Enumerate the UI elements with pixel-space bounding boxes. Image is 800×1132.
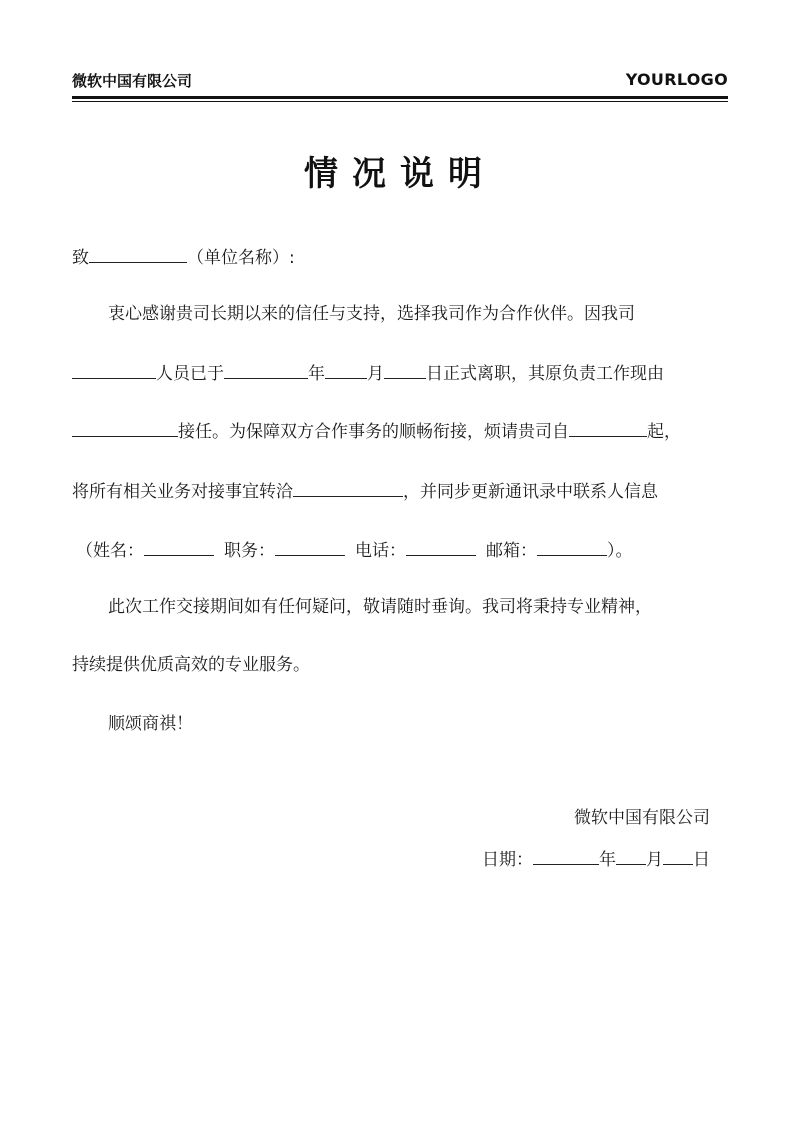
effective-date-blank[interactable] (569, 418, 647, 437)
greeting-line (72, 244, 710, 270)
body-line-2-a: 人员已于 (156, 364, 224, 384)
contact-person-blank[interactable] (293, 478, 403, 497)
signature-date-line (482, 846, 710, 872)
body-line-6: 此次工作交接期间如有任何疑问，敬请随时垂询。我司将秉持专业精神， (108, 597, 652, 617)
body-line-5-c: 电话： (355, 541, 406, 561)
body-line-3-b: 起， (647, 422, 681, 442)
document-title: 情况说明 (304, 154, 496, 194)
header-company-name: 微软中国有限公司 (72, 72, 193, 90)
body-line-7: 持续提供优质高效的专业服务。 (72, 655, 310, 675)
leave-year-blank[interactable] (224, 360, 308, 379)
leave-day-blank[interactable] (384, 360, 426, 379)
header-logo-text: YOURLOGO (625, 70, 728, 89)
body-line-3 (72, 418, 710, 444)
body-line-1: 衷心感谢贵司长期以来的信任与支持，选择我司作为合作伙伴。因我司 (108, 304, 635, 324)
header-divider-thin (72, 101, 728, 102)
recipient-blank[interactable] (89, 244, 187, 263)
date-month-label: 月 (646, 850, 663, 870)
contact-phone-blank[interactable] (406, 537, 476, 556)
body-line-5-b: 职务： (224, 541, 275, 561)
header-divider-thick (72, 96, 728, 99)
greeting-suffix: （单位名称）: (187, 248, 295, 268)
body-line-4-a: 将所有相关业务对接事宜转洽 (72, 482, 293, 502)
body-line-2-b: 年 (308, 364, 325, 384)
contact-email-blank[interactable] (537, 537, 607, 556)
body-line-2 (72, 360, 710, 386)
body-line-2-d: 日正式离职，其原负责工作现由 (426, 364, 664, 384)
page-header (72, 66, 728, 94)
signature-day-blank[interactable] (663, 846, 693, 865)
signature-month-blank[interactable] (616, 846, 646, 865)
date-year-label: 年 (599, 850, 616, 870)
signature-year-blank[interactable] (533, 846, 599, 865)
contact-title-blank[interactable] (275, 537, 345, 556)
body-line-5-a: （姓名： (76, 541, 144, 561)
body-line-5 (76, 537, 710, 563)
date-label: 日期： (482, 850, 533, 870)
contact-name-blank[interactable] (144, 537, 214, 556)
leave-month-blank[interactable] (325, 360, 367, 379)
body-line-3-a: 接任。为保障双方合作事务的顺畅衔接，烦请贵司自 (178, 422, 569, 442)
greeting-prefix: 致 (72, 248, 89, 268)
successor-blank[interactable] (72, 418, 178, 437)
body-line-4-b: ，并同步更新通讯录中联系人信息 (403, 482, 658, 502)
signature-company: 微软中国有限公司 (574, 808, 710, 828)
date-day-label: 日 (693, 850, 710, 870)
body-line-5-d: 邮箱： (486, 541, 537, 561)
body-line-4 (72, 478, 710, 504)
body-line-2-c: 月 (367, 364, 384, 384)
staff-name-blank[interactable] (72, 360, 156, 379)
closing-salutation: 顺颂商祺！ (108, 714, 193, 734)
body-line-5-e: ）。 (607, 541, 633, 561)
